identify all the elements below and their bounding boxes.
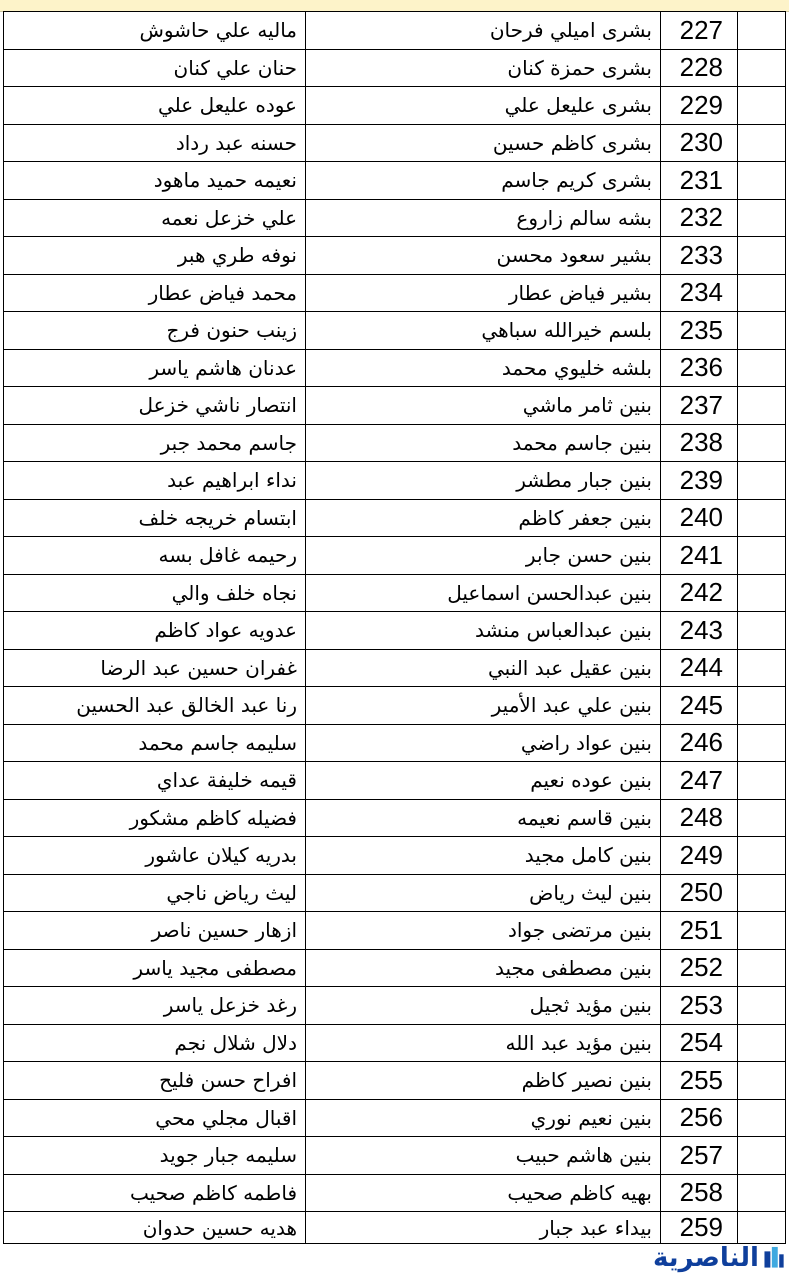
second-name-cell: ابتسام خريجه خلف	[4, 499, 306, 537]
number-cell: 248	[661, 799, 738, 837]
name-cell: بنين عقيل عبد النبي	[306, 649, 661, 687]
table-row	[4, 387, 786, 425]
empty-cell	[738, 837, 786, 875]
number-cell: 245	[661, 687, 738, 725]
second-name-cell: سليمه جاسم محمد	[4, 724, 306, 762]
number-cell: 231	[661, 162, 738, 200]
name-cell: بنين علي عبد الأمير	[306, 687, 661, 725]
number-cell: 234	[661, 274, 738, 312]
table-row	[4, 987, 786, 1025]
number-cell: 254	[661, 1024, 738, 1062]
table-row	[4, 612, 786, 650]
table-row	[4, 49, 786, 87]
second-name-cell: رغد خزعل ياسر	[4, 987, 306, 1025]
empty-cell	[738, 1024, 786, 1062]
empty-cell	[738, 462, 786, 500]
empty-cell	[738, 1137, 786, 1175]
name-cell: بشرى عليعل علي	[306, 87, 661, 125]
second-name-cell: نداء ابراهيم عبد	[4, 462, 306, 500]
second-name-cell: مصطفى مجيد ياسر	[4, 949, 306, 987]
empty-cell	[738, 687, 786, 725]
table-row	[4, 312, 786, 350]
number-cell: 238	[661, 424, 738, 462]
number-cell: 246	[661, 724, 738, 762]
name-cell: بنين عوده نعيم	[306, 762, 661, 800]
name-cell: بنين نعيم نوري	[306, 1099, 661, 1137]
empty-cell	[738, 237, 786, 275]
number-cell: 255	[661, 1062, 738, 1100]
table-row	[4, 274, 786, 312]
empty-cell	[738, 874, 786, 912]
table-row	[4, 237, 786, 275]
empty-cell	[738, 387, 786, 425]
second-name-cell: افراح حسن فليح	[4, 1062, 306, 1100]
number-cell: 250	[661, 874, 738, 912]
number-cell: 253	[661, 987, 738, 1025]
second-name-cell: اقبال مجلي محي	[4, 1099, 306, 1137]
name-cell: بشرى كريم جاسم	[306, 162, 661, 200]
second-name-cell: هديه حسين حدوان	[4, 1212, 306, 1244]
table-row	[4, 499, 786, 537]
table-row	[4, 1137, 786, 1175]
empty-cell	[738, 537, 786, 575]
number-cell: 239	[661, 462, 738, 500]
second-name-cell: نجاه خلف والي	[4, 574, 306, 612]
table-row	[4, 949, 786, 987]
table-row	[4, 87, 786, 125]
empty-cell	[738, 912, 786, 950]
empty-cell	[738, 349, 786, 387]
name-cell: بيداء عبد جبار	[306, 1212, 661, 1244]
second-name-cell: قيمه خليفة عداي	[4, 762, 306, 800]
empty-cell	[738, 724, 786, 762]
site-watermark	[653, 1238, 785, 1278]
second-name-cell: غفران حسين عبد الرضا	[4, 649, 306, 687]
number-cell: 227	[661, 12, 738, 50]
number-cell: 242	[661, 574, 738, 612]
table-row	[4, 1174, 786, 1212]
second-name-cell: عوده عليعل علي	[4, 87, 306, 125]
second-name-cell: زينب حنون فرج	[4, 312, 306, 350]
number-cell: 232	[661, 199, 738, 237]
number-cell: 236	[661, 349, 738, 387]
number-cell: 251	[661, 912, 738, 950]
table-row	[4, 724, 786, 762]
names-table	[3, 11, 786, 1244]
table-row	[4, 574, 786, 612]
name-cell: بنين هاشم حبيب	[306, 1137, 661, 1175]
number-cell: 244	[661, 649, 738, 687]
name-cell: بنين جبار مطشر	[306, 462, 661, 500]
second-name-cell: دلال شلال نجم	[4, 1024, 306, 1062]
name-cell: بشير فياض عطار	[306, 274, 661, 312]
name-cell: بنين ليث رياض	[306, 874, 661, 912]
name-cell: بنين نصير كاظم	[306, 1062, 661, 1100]
table-row	[4, 762, 786, 800]
number-cell: 235	[661, 312, 738, 350]
number-cell: 233	[661, 237, 738, 275]
number-cell: 237	[661, 387, 738, 425]
empty-cell	[738, 499, 786, 537]
table-row	[4, 537, 786, 575]
name-cell: بشرى اميلي فرحان	[306, 12, 661, 50]
table-row	[4, 124, 786, 162]
name-cell: بشرى كاظم حسين	[306, 124, 661, 162]
second-name-cell: انتصار ناشي خزعل	[4, 387, 306, 425]
table-body	[4, 12, 786, 1244]
name-cell: بنين عبدالعباس منشد	[306, 612, 661, 650]
empty-cell	[738, 987, 786, 1025]
names-sheet	[3, 11, 785, 1244]
empty-cell	[738, 274, 786, 312]
name-cell: بنين مصطفى مجيد	[306, 949, 661, 987]
number-cell: 240	[661, 499, 738, 537]
empty-cell	[738, 199, 786, 237]
name-cell: بنين عواد راضي	[306, 724, 661, 762]
table-row	[4, 649, 786, 687]
second-name-cell: سليمه جبار جويد	[4, 1137, 306, 1175]
name-cell: بشير سعود محسن	[306, 237, 661, 275]
empty-cell	[738, 949, 786, 987]
table-row	[4, 349, 786, 387]
second-name-cell: نعيمه حميد ماهود	[4, 162, 306, 200]
watermark-logo-icon	[763, 1241, 785, 1275]
second-name-cell: محمد فياض عطار	[4, 274, 306, 312]
name-cell: بنين حسن جابر	[306, 537, 661, 575]
number-cell: 256	[661, 1099, 738, 1137]
number-cell: 243	[661, 612, 738, 650]
name-cell: بنين قاسم نعيمه	[306, 799, 661, 837]
number-cell: 258	[661, 1174, 738, 1212]
second-name-cell: رحيمه غافل بسه	[4, 537, 306, 575]
table-row	[4, 912, 786, 950]
table-row	[4, 12, 786, 50]
name-cell: بنين مؤيد عبد الله	[306, 1024, 661, 1062]
second-name-cell: فضيله كاظم مشكور	[4, 799, 306, 837]
second-name-cell: عدنان هاشم ياسر	[4, 349, 306, 387]
number-cell: 257	[661, 1137, 738, 1175]
number-cell: 230	[661, 124, 738, 162]
empty-cell	[738, 87, 786, 125]
name-cell: بنين مرتضى جواد	[306, 912, 661, 950]
table-row	[4, 874, 786, 912]
name-cell: بشه سالم زاروع	[306, 199, 661, 237]
table-row	[4, 1024, 786, 1062]
second-name-cell: عدويه عواد كاظم	[4, 612, 306, 650]
name-cell: بشرى حمزة كنان	[306, 49, 661, 87]
second-name-cell: ليث رياض ناجي	[4, 874, 306, 912]
second-name-cell: ماليه علي حاشوش	[4, 12, 306, 50]
name-cell: بلسم خيرالله سباهي	[306, 312, 661, 350]
second-name-cell: بدريه كيلان عاشور	[4, 837, 306, 875]
name-cell: بنين جاسم محمد	[306, 424, 661, 462]
empty-cell	[738, 424, 786, 462]
number-cell: 249	[661, 837, 738, 875]
name-cell: بنين كامل مجيد	[306, 837, 661, 875]
empty-cell	[738, 12, 786, 50]
name-cell: بنين مؤيد ثجيل	[306, 987, 661, 1025]
table-row	[4, 837, 786, 875]
watermark-text: الناصرية	[653, 1243, 759, 1273]
empty-cell	[738, 162, 786, 200]
name-cell: بهيه كاظم صحيب	[306, 1174, 661, 1212]
table-row	[4, 462, 786, 500]
second-name-cell: ازهار حسين ناصر	[4, 912, 306, 950]
empty-cell	[738, 124, 786, 162]
empty-cell	[738, 1174, 786, 1212]
number-cell: 228	[661, 49, 738, 87]
empty-cell	[738, 1099, 786, 1137]
empty-cell	[738, 799, 786, 837]
empty-cell	[738, 1062, 786, 1100]
empty-cell	[738, 649, 786, 687]
second-name-cell: فاطمه كاظم صحيب	[4, 1174, 306, 1212]
name-cell: بنين ثامر ماشي	[306, 387, 661, 425]
second-name-cell: نوفه طري هبر	[4, 237, 306, 275]
table-row	[4, 162, 786, 200]
empty-cell	[738, 762, 786, 800]
number-cell: 259	[661, 1212, 738, 1244]
empty-cell	[738, 49, 786, 87]
name-cell: بلشه خليوي محمد	[306, 349, 661, 387]
empty-cell	[738, 612, 786, 650]
second-name-cell: حنان علي كنان	[4, 49, 306, 87]
table-row	[4, 687, 786, 725]
table-row	[4, 1099, 786, 1137]
empty-cell	[738, 574, 786, 612]
second-name-cell: رنا عبد الخالق عبد الحسين	[4, 687, 306, 725]
table-row	[4, 424, 786, 462]
second-name-cell: علي خزعل نعمه	[4, 199, 306, 237]
table-row	[4, 1062, 786, 1100]
number-cell: 229	[661, 87, 738, 125]
name-cell: بنين عبدالحسن اسماعيل	[306, 574, 661, 612]
empty-cell	[738, 312, 786, 350]
number-cell: 252	[661, 949, 738, 987]
number-cell: 247	[661, 762, 738, 800]
table-row	[4, 799, 786, 837]
table-row	[4, 199, 786, 237]
second-name-cell: جاسم محمد جبر	[4, 424, 306, 462]
name-cell: بنين جعفر كاظم	[306, 499, 661, 537]
second-name-cell: حسنه عبد رداد	[4, 124, 306, 162]
number-cell: 241	[661, 537, 738, 575]
